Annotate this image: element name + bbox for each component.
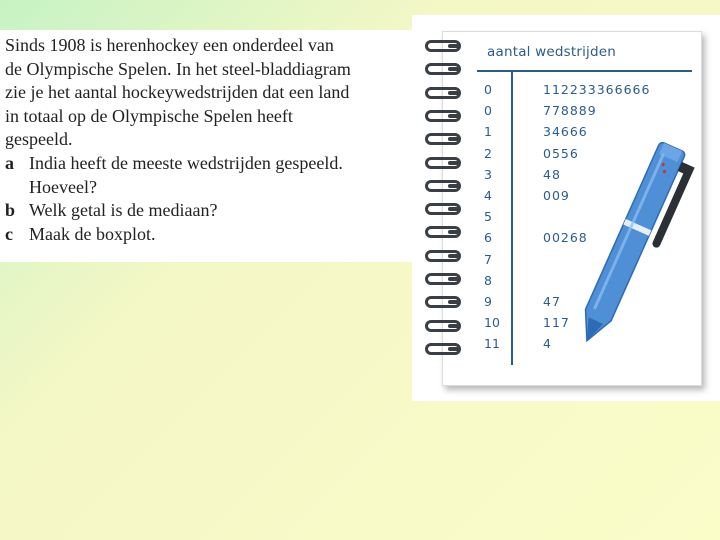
stem-value: 5 xyxy=(484,209,492,225)
spiral-ring xyxy=(425,226,461,238)
spiral-ring xyxy=(425,180,461,192)
stem-value: 10 xyxy=(484,315,500,331)
leaf-values: 34666 xyxy=(543,124,588,140)
exercise-text xyxy=(5,34,409,246)
stem-value: 8 xyxy=(484,272,492,288)
spiral-ring xyxy=(425,250,461,262)
question-text: India heeft de meeste wedstrijden gespeeld. xyxy=(29,152,343,173)
spiral-ring xyxy=(425,87,461,99)
question-a xyxy=(5,152,409,199)
question-letter: c xyxy=(5,223,13,244)
intro-line: gespeeld. xyxy=(5,129,73,150)
intro-line: in totaal op de Olympische Spelen heeft xyxy=(5,105,293,126)
stem-value: 0 xyxy=(484,82,492,97)
question-letter: a xyxy=(5,152,14,173)
stem-value: 7 xyxy=(484,251,492,267)
question-b xyxy=(5,199,409,223)
leaf-values: 117 xyxy=(543,315,570,331)
spiral-ring xyxy=(425,133,461,145)
leaf-values: 00268 xyxy=(543,230,588,246)
stem-value: 11 xyxy=(484,336,500,352)
spiral-ring xyxy=(425,40,461,52)
spiral-ring xyxy=(425,203,461,215)
spiral-ring xyxy=(425,63,461,75)
stem-value: 6 xyxy=(484,230,492,246)
spiral-ring xyxy=(425,273,461,285)
question-c xyxy=(5,223,409,247)
leaf-values: 4 xyxy=(543,336,552,352)
leaf-values: 48 xyxy=(543,166,561,182)
spiral-ring xyxy=(425,110,461,122)
spiral-ring xyxy=(425,157,461,169)
spiral-ring xyxy=(425,320,461,332)
question-text: Maak de boxplot. xyxy=(29,223,156,244)
header-rule xyxy=(477,70,692,72)
question-text: Welk getal is de mediaan? xyxy=(29,200,218,221)
pen-icon xyxy=(560,130,710,360)
stem-value: 1 xyxy=(484,124,492,140)
question-text: Hoeveel? xyxy=(29,176,97,197)
leaf-values: 112233366666 xyxy=(543,82,651,97)
stem-value: 2 xyxy=(484,145,492,161)
intro-line: de Olympische Spelen. In het steel-bladdiagram xyxy=(5,58,351,79)
intro-line: Sinds 1908 is herenhockey een onderdeel van xyxy=(5,35,334,55)
stem-value: 4 xyxy=(484,187,492,203)
leaf-values: 778889 xyxy=(543,103,597,119)
spiral-ring xyxy=(425,296,461,308)
stem-leaf-header: aantal wedstrijden xyxy=(487,44,617,60)
intro-line: zie je het aantal hockeywedstrijden dat een land xyxy=(5,82,350,103)
spiral-binding xyxy=(425,40,465,370)
stem-divider xyxy=(511,70,513,365)
stem-value: 0 xyxy=(484,103,492,119)
leaf-values: 0556 xyxy=(543,145,579,161)
stem-value: 9 xyxy=(484,293,492,309)
question-letter: b xyxy=(5,200,16,221)
stem-value: 3 xyxy=(484,166,492,182)
spiral-ring xyxy=(425,343,461,355)
leaf-values: 47 xyxy=(543,293,561,309)
leaf-values: 009 xyxy=(543,187,570,203)
